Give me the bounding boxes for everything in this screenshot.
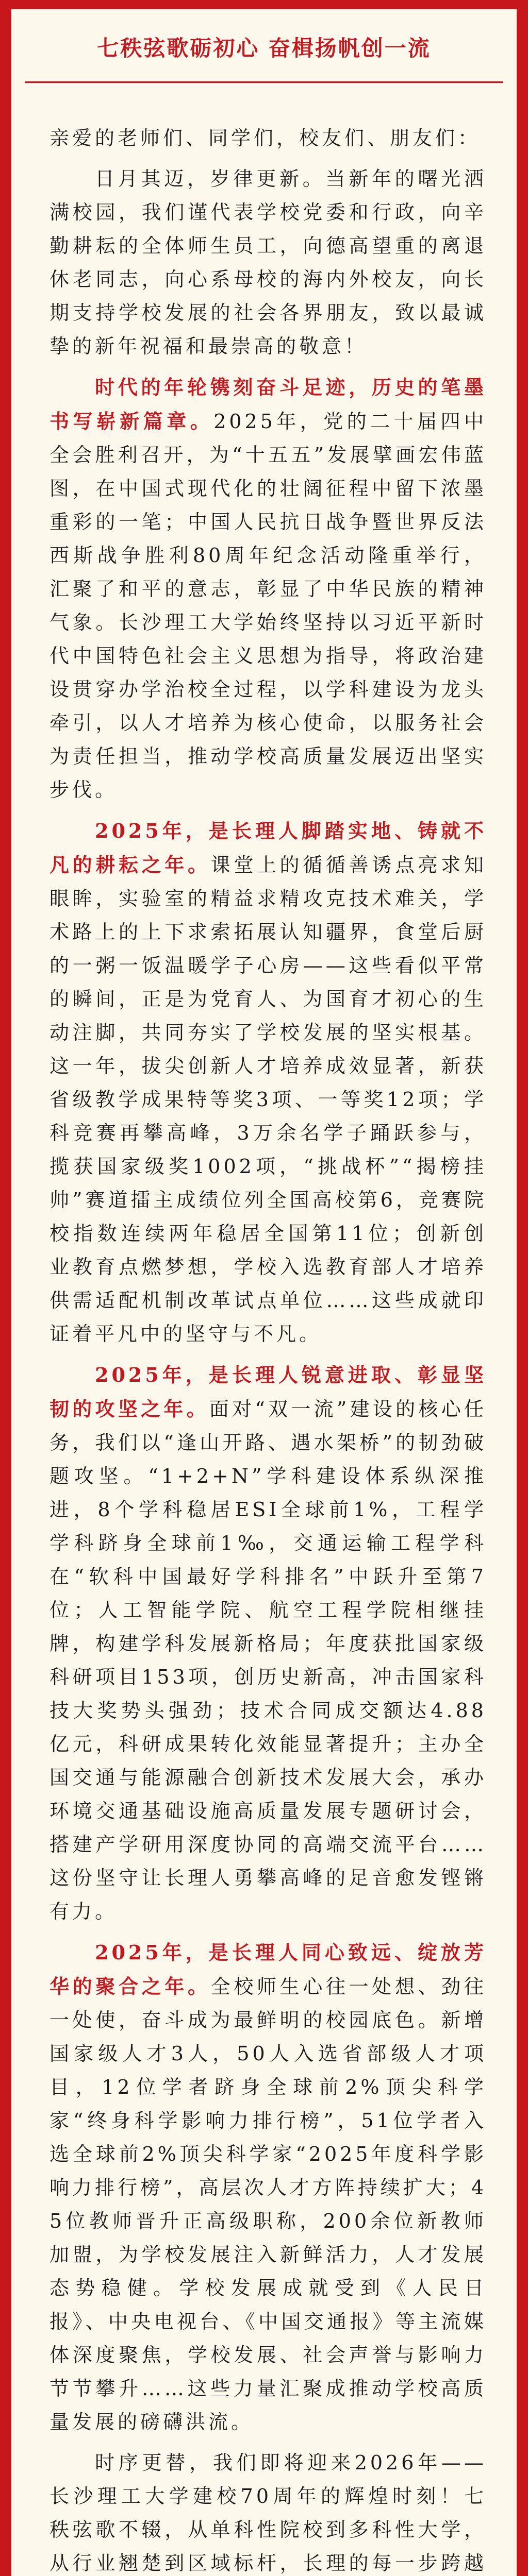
paragraph-body-text: 2025年，党的二十届四中全会胜利召开，为“十五五”发展擘画宏伟蓝图，在中国式现代化的壮阔征程中留下浓墨重彩的一笔；中国人民抗日战争暨世界反法西斯战争胜利80周年纪念活动隆重举行，汇聚了和平的意志，彰显了中华民族的精神气象。长沙理工大学始终坚持以习近平新时代中国特色社会主义思想为指导，将政治建设贯穿办学治校全过程，以学科建设为龙头牵引，以人才培养为核心使命，以服务社会为责任担当，推动学校高质量发展迈出坚实步伐。 xyxy=(50,410,487,801)
paragraph-body-text: 全校师生心往一处想、劲往一处使，奋斗成为最鲜明的校园底色。新增国家级人才3人，50人入选省部级人才项目，12位学者跻身全球前2%顶尖科学家“终身科学影响力排行榜”，51位学者入选全球前2%顶尖科学家“2025年度科学影响力排行榜”，高层次人才方阵持续扩大；45位教师晋升正高级职称，200余位新教师加盟，为学校发展注入新鲜活力，人才发展态势稳健。学校发展成就受到《人民日报》、中央电视台、《中国交通报》等主流媒体深度聚焦，学校发展、社会声誉与影响力节节攀升……这些力量汇聚成推动学校高质量发展的磅礴洪流。 xyxy=(50,1975,487,2433)
title-divider xyxy=(25,81,503,83)
paragraph-lead-highlight: 时代的年轮镌刻奋斗足迹，历史的笔墨书写崭新篇章。 xyxy=(50,376,487,433)
salutation: 亲爱的老师们、同学们，校友们、朋友们： xyxy=(50,127,481,149)
letter-paragraph xyxy=(50,162,487,363)
paragraph-lead-highlight: 2025年，是长理人同心致远、绽放芳华的聚合之年。 xyxy=(50,1941,487,1998)
letter-paragraph xyxy=(50,814,487,1351)
page-title: 七秩弦歌砺初心 奋楫扬帆创一流 xyxy=(97,36,431,61)
paragraph-body-text: 面对“双一流”建设的核心任务，我们以“逢山开路、遇水架桥”的韧劲破题攻坚。“1+2+N”学科建设体系纵深推进，8个学科稳居ESI全球前1%，工程学学科跻身全球前1‰，交通运输工程学科在“软科中国最好学科排名”中跃升至第7位；人工智能学院、航空工程学院相继挂牌，构建学科发展新格局；年度获批国家级科研项目153项，创历史新高，冲击国家科技大奖势头强劲；技术合同成交额达4.88亿元，科研成果转化效能显著提升；主办全国交通与能源融合创新技术发展大会，承办环境交通基础设施高质量发展专题研讨会，搭建产学研用深度协同的高端交流平台……这份坚守让长理人勇攀高峰的足音愈发铿锵有力。 xyxy=(50,1398,487,1923)
letter-paragraph xyxy=(50,370,487,807)
paragraph-body-text: 时序更替，我们即将迎来2026年——长沙理工大学建校70周年的辉煌时刻！七秩弦歌不辍，从单科性院校到多科性大学，从行业翘楚到区域标杆，长理的每一步跨越 xyxy=(50,2451,487,2574)
letter-paper xyxy=(11,9,517,2576)
paragraph-body-text: 课堂上的循循善诱点亮求知眼眸，实验室的精益求精攻克技术难关，学术路上的上下求索拓展认知疆界，食堂后厨的一粥一饭温暖学子心房——这些看似平常的瞬间，正是为党育人、为国育才初心的生动注脚，共同夯实了学校发展的坚实根基。这一年，拔尖创新人才培养成效显著，新获省级教学成果特等奖3项、一等奖12项；学科竞赛再攀高峰，3万余名学子踊跃参与，揽获国家级奖1002项，“挑战杯”“揭榜挂帅”赛道擂主成绩位列全国高校第6，竞赛院校指数连续两年稳居全国第11位；创新创业教育点燃梦想，学校入选教育部人才培养供需适配机制改革试点单位……这些成就印证着平凡中的坚守与不凡。 xyxy=(50,854,487,1345)
letter-paragraph xyxy=(50,1358,487,1928)
letter-paragraph xyxy=(50,1936,487,2439)
paragraph-lead-highlight: 2025年，是长理人锐意进取、彰显坚韧的攻坚之年。 xyxy=(50,1363,487,1420)
letter-body xyxy=(50,122,487,2576)
paragraph-lead-highlight: 2025年，是长理人脚踏实地、铸就不凡的耕耘之年。 xyxy=(50,819,487,876)
paragraph-body-text: 日月其迈，岁律更新。当新年的曙光洒满校园，我们谨代表学校党委和行政，向辛勤耕耘的全体师生员工，向德高望重的离退休老同志，向心系母校的海内外校友，向长期支持学校发展的社会各界朋友，致以最诚挚的新年祝福和最崇高的敬意！ xyxy=(50,167,487,358)
letter-paragraph xyxy=(50,2446,487,2576)
